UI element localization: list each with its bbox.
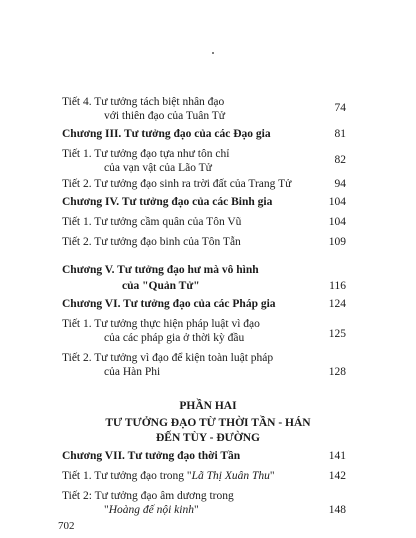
toc-page-number: 94 bbox=[334, 178, 346, 190]
speck bbox=[212, 52, 214, 54]
toc-chapter-title: Chương IV. Tư tưởng đạo của các Binh gia bbox=[62, 196, 273, 208]
toc-entry-text-cont: của các pháp gia ở thời kỳ đầu bbox=[104, 332, 245, 344]
toc-entry-text: Tiết 2: Tư tưởng đạo âm dương trong bbox=[62, 490, 234, 502]
toc-page-number: 148 bbox=[328, 504, 346, 516]
entry-text-part: " bbox=[269, 470, 275, 482]
toc-page-number: 109 bbox=[328, 236, 346, 248]
toc-chapter-title: Chương V. Tư tưởng đạo hư mà vô hình bbox=[62, 264, 259, 276]
toc-entry-text: Tiết 1. Tư tưởng đạo tựa như tôn chỉ bbox=[62, 148, 230, 160]
toc-page-number: 124 bbox=[328, 298, 346, 310]
toc-entry-text: Tiết 1. Tư tưởng cầm quân của Tôn Vũ bbox=[62, 216, 242, 228]
toc-chapter-title: Chương VII. Tư tưởng đạo thời Tần bbox=[62, 450, 241, 462]
toc-chapter-title-cont bbox=[122, 280, 200, 292]
part-title: TƯ TƯỞNG ĐẠO TỪ THỜI TẦN - HÁN bbox=[105, 417, 311, 429]
toc-entry-text: Tiết 1. Tư tưởng thực hiện pháp luật vì đạo bbox=[62, 318, 260, 330]
toc-entry-text: Tiết 2. Tư tưởng đạo binh của Tôn Tẫn bbox=[62, 236, 241, 248]
part-title-cont: ĐẾN TÙY - ĐƯỜNG bbox=[155, 432, 261, 444]
entry-text-part: Tiết 1. Tư tưởng đạo trong " bbox=[62, 470, 192, 482]
toc-page-number: 82 bbox=[334, 154, 346, 166]
toc-page-number: 142 bbox=[328, 470, 346, 482]
entry-text-part: " bbox=[193, 504, 199, 516]
toc-page-number: 125 bbox=[328, 328, 346, 340]
toc-page-number: 116 bbox=[329, 280, 346, 292]
folio-page-number: 702 bbox=[58, 520, 75, 532]
toc-entry-text-cont: của Hàn Phi bbox=[104, 366, 161, 378]
book-title: Lã Thị Xuân Thu bbox=[191, 470, 270, 482]
chapter-title-cont-text: của "Quản Tử" bbox=[122, 280, 200, 292]
toc-chapter-title: Chương VI. Tư tưởng đạo của các Pháp gia bbox=[62, 298, 276, 310]
toc-page-number: 74 bbox=[334, 102, 346, 114]
book-title: Hoàng đế nội kinh bbox=[108, 504, 194, 516]
toc-page-number: 104 bbox=[328, 196, 346, 208]
toc-page-number: 141 bbox=[328, 450, 346, 462]
toc-entry-text-cont: với thiên đạo của Tuân Tử bbox=[104, 110, 226, 122]
toc-entry-text: Tiết 4. Tư tưởng tách biệt nhân đạo bbox=[62, 96, 225, 108]
toc-entry-text: Tiết 2. Tư tưởng vì đạo để kiện toàn luật pháp bbox=[62, 352, 274, 364]
toc-entry-text: Tiết 2. Tư tưởng đạo sinh ra trời đất của Trang Tử bbox=[62, 178, 292, 190]
toc-entry-text-cont: của vạn vật của Lão Tử bbox=[104, 162, 212, 174]
toc-page-number: 104 bbox=[328, 216, 346, 228]
part-label: PHẦN HAI bbox=[179, 400, 237, 412]
toc-page-number: 128 bbox=[328, 366, 346, 378]
toc-page-number: 81 bbox=[334, 128, 346, 140]
toc-entry-text-cont bbox=[104, 504, 199, 516]
toc-entry-text bbox=[62, 470, 275, 482]
toc-chapter-title: Chương III. Tư tưởng đạo của các Đạo gia bbox=[62, 128, 271, 140]
entry-text-part: " bbox=[104, 504, 109, 516]
